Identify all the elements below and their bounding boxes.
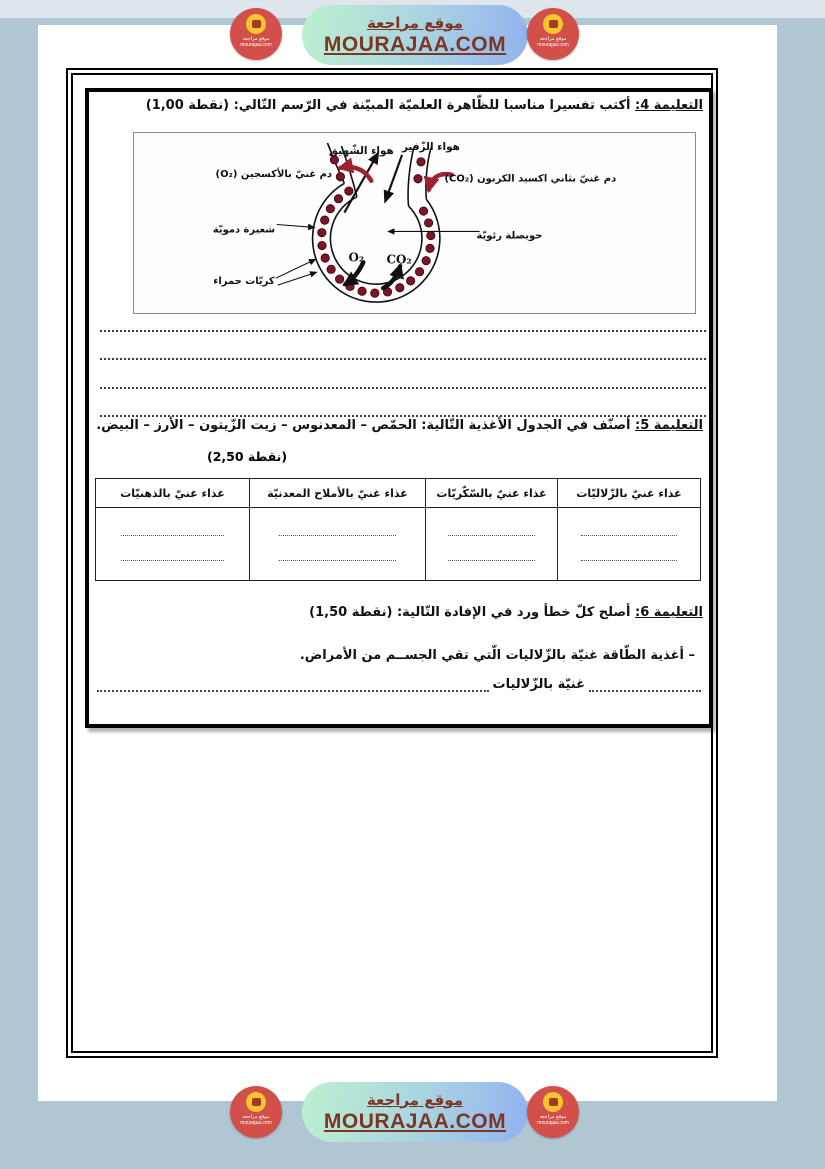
logo-small-domain: mourajaa.com: [240, 42, 272, 48]
instruction-5-label: التعليمة 5:: [635, 418, 703, 433]
statement-to-correct: – أغذية الطّاقة غنيّة بالزّلاليات الّتي تقي الجســم من الأمراض.: [299, 648, 695, 663]
instruction-6-points: (1,50 نقطة): [309, 605, 393, 620]
food-classification-table: [95, 478, 701, 581]
red-blood-cells: [318, 156, 435, 298]
o2-label: O₂: [348, 250, 365, 265]
instruction-6-text: أصلح كلّ خطأ ورد في الإفادة التّالية:: [396, 605, 631, 620]
logo-badge-icon: [543, 1092, 563, 1112]
book-icon: [549, 1098, 558, 1106]
alveolus-diagram-svg: [134, 133, 695, 313]
instruction-4-points: (1,00 نقطة): [145, 98, 230, 113]
table-body-row: [96, 508, 701, 581]
site-name-arabic[interactable]: موقع مراجعة: [366, 13, 464, 32]
logo-small-arabic: موقع مراجعة: [242, 36, 270, 42]
answer-fragment: غنيّة بالزّلاليات: [492, 677, 585, 692]
column-header-proteins: غذاء غنيّ بالزّلاليّات: [558, 479, 701, 508]
mourajaa-logo-icon: [230, 1086, 282, 1138]
alveolus-label: حويصلة رئويّة: [476, 230, 543, 242]
capillary-label: شعيرة دمويّة: [212, 224, 276, 236]
site-link-pill[interactable]: [302, 1082, 528, 1142]
table-cell-proteins: [558, 508, 701, 581]
answer-line: [100, 415, 706, 417]
book-icon: [252, 1098, 261, 1106]
logo-badge-icon: [543, 14, 563, 34]
red-cells-pointer-arrow: [276, 259, 316, 278]
logo-small-domain: mourajaa.com: [537, 42, 569, 48]
instruction-6: [309, 605, 703, 620]
instruction-5-text: أصنّف في الجدول الأغذية التّالية: الحمّص – المعدنوس – زيت الزّيتون – الأرز – البيض.: [96, 418, 631, 433]
logo-small-arabic: موقع مراجعة: [539, 1114, 567, 1120]
instruction-4: [146, 98, 703, 113]
column-header-sugars: غذاء غنيّ بالسّكّريّات: [426, 479, 558, 508]
instruction-4-text: أكتب تفسيرا مناسبا للظّاهرة العلميّة المبيّنة في الرّسم التّالي:: [233, 98, 631, 113]
mourajaa-logo-icon: [527, 8, 579, 60]
mourajaa-logo-icon: [230, 8, 282, 60]
column-header-lipids: غذاء غنيّ بالذهنيّات: [96, 479, 250, 508]
table-cell-lipids: [96, 508, 250, 581]
book-icon: [549, 20, 558, 28]
dotted-segment: [589, 678, 701, 692]
co2-rich-blood-label: دم غنيّ بثاني اكسيد الكربون (CO₂): [444, 173, 617, 185]
co2-label: CO₂: [386, 252, 412, 267]
inhaled-air-label: هواء الشّهيق: [328, 144, 394, 157]
capillary-pointer-arrow: [277, 224, 315, 227]
mourajaa-logo-icon: [527, 1086, 579, 1138]
exhale-arrow: [344, 153, 378, 213]
instruction-5-points: (2,50 نقطة): [207, 449, 288, 464]
alveolus-outline: [313, 143, 440, 302]
book-icon: [252, 20, 261, 28]
logo-small-arabic: موقع مراجعة: [539, 36, 567, 42]
exam-scan: [85, 88, 713, 728]
table-cell-sugars: [426, 508, 558, 581]
red-cells-label: كريّات حمراء: [213, 276, 275, 288]
logo-small-domain: mourajaa.com: [240, 1120, 272, 1126]
oxygenated-blood-arrow: [340, 167, 371, 181]
answer-line: [100, 358, 706, 360]
instruction-4-label: التعليمة 4:: [635, 98, 703, 113]
site-domain-link[interactable]: MOURAJAA.COM: [323, 1109, 507, 1133]
exhaled-air-label: هواء الزّفير: [401, 140, 460, 153]
alveolus-diagram: [133, 132, 696, 314]
answer-line-with-text: [97, 670, 701, 692]
logo-small-domain: mourajaa.com: [537, 1120, 569, 1126]
logo-badge-icon: [246, 14, 266, 34]
instruction-6-label: التعليمة 6:: [635, 605, 703, 620]
site-link-pill[interactable]: [302, 5, 528, 65]
site-domain-link[interactable]: MOURAJAA.COM: [323, 32, 507, 56]
table-cell-minerals: [250, 508, 426, 581]
logo-small-arabic: موقع مراجعة: [242, 1114, 270, 1120]
column-header-minerals: غذاء غنيّ بالأملاح المعدنيّة: [250, 479, 426, 508]
logo-badge-icon: [246, 1092, 266, 1112]
oxygen-rich-blood-label: دم غنيّ بالأكسجين (O₂): [215, 168, 333, 180]
instruction-5: [96, 418, 703, 433]
site-name-arabic[interactable]: موقع مراجعة: [366, 1090, 464, 1109]
dotted-segment: [97, 678, 489, 692]
inhale-arrow: [385, 155, 402, 202]
answer-line: [100, 387, 706, 389]
answer-line: [100, 330, 706, 332]
table-header-row: [96, 479, 701, 508]
